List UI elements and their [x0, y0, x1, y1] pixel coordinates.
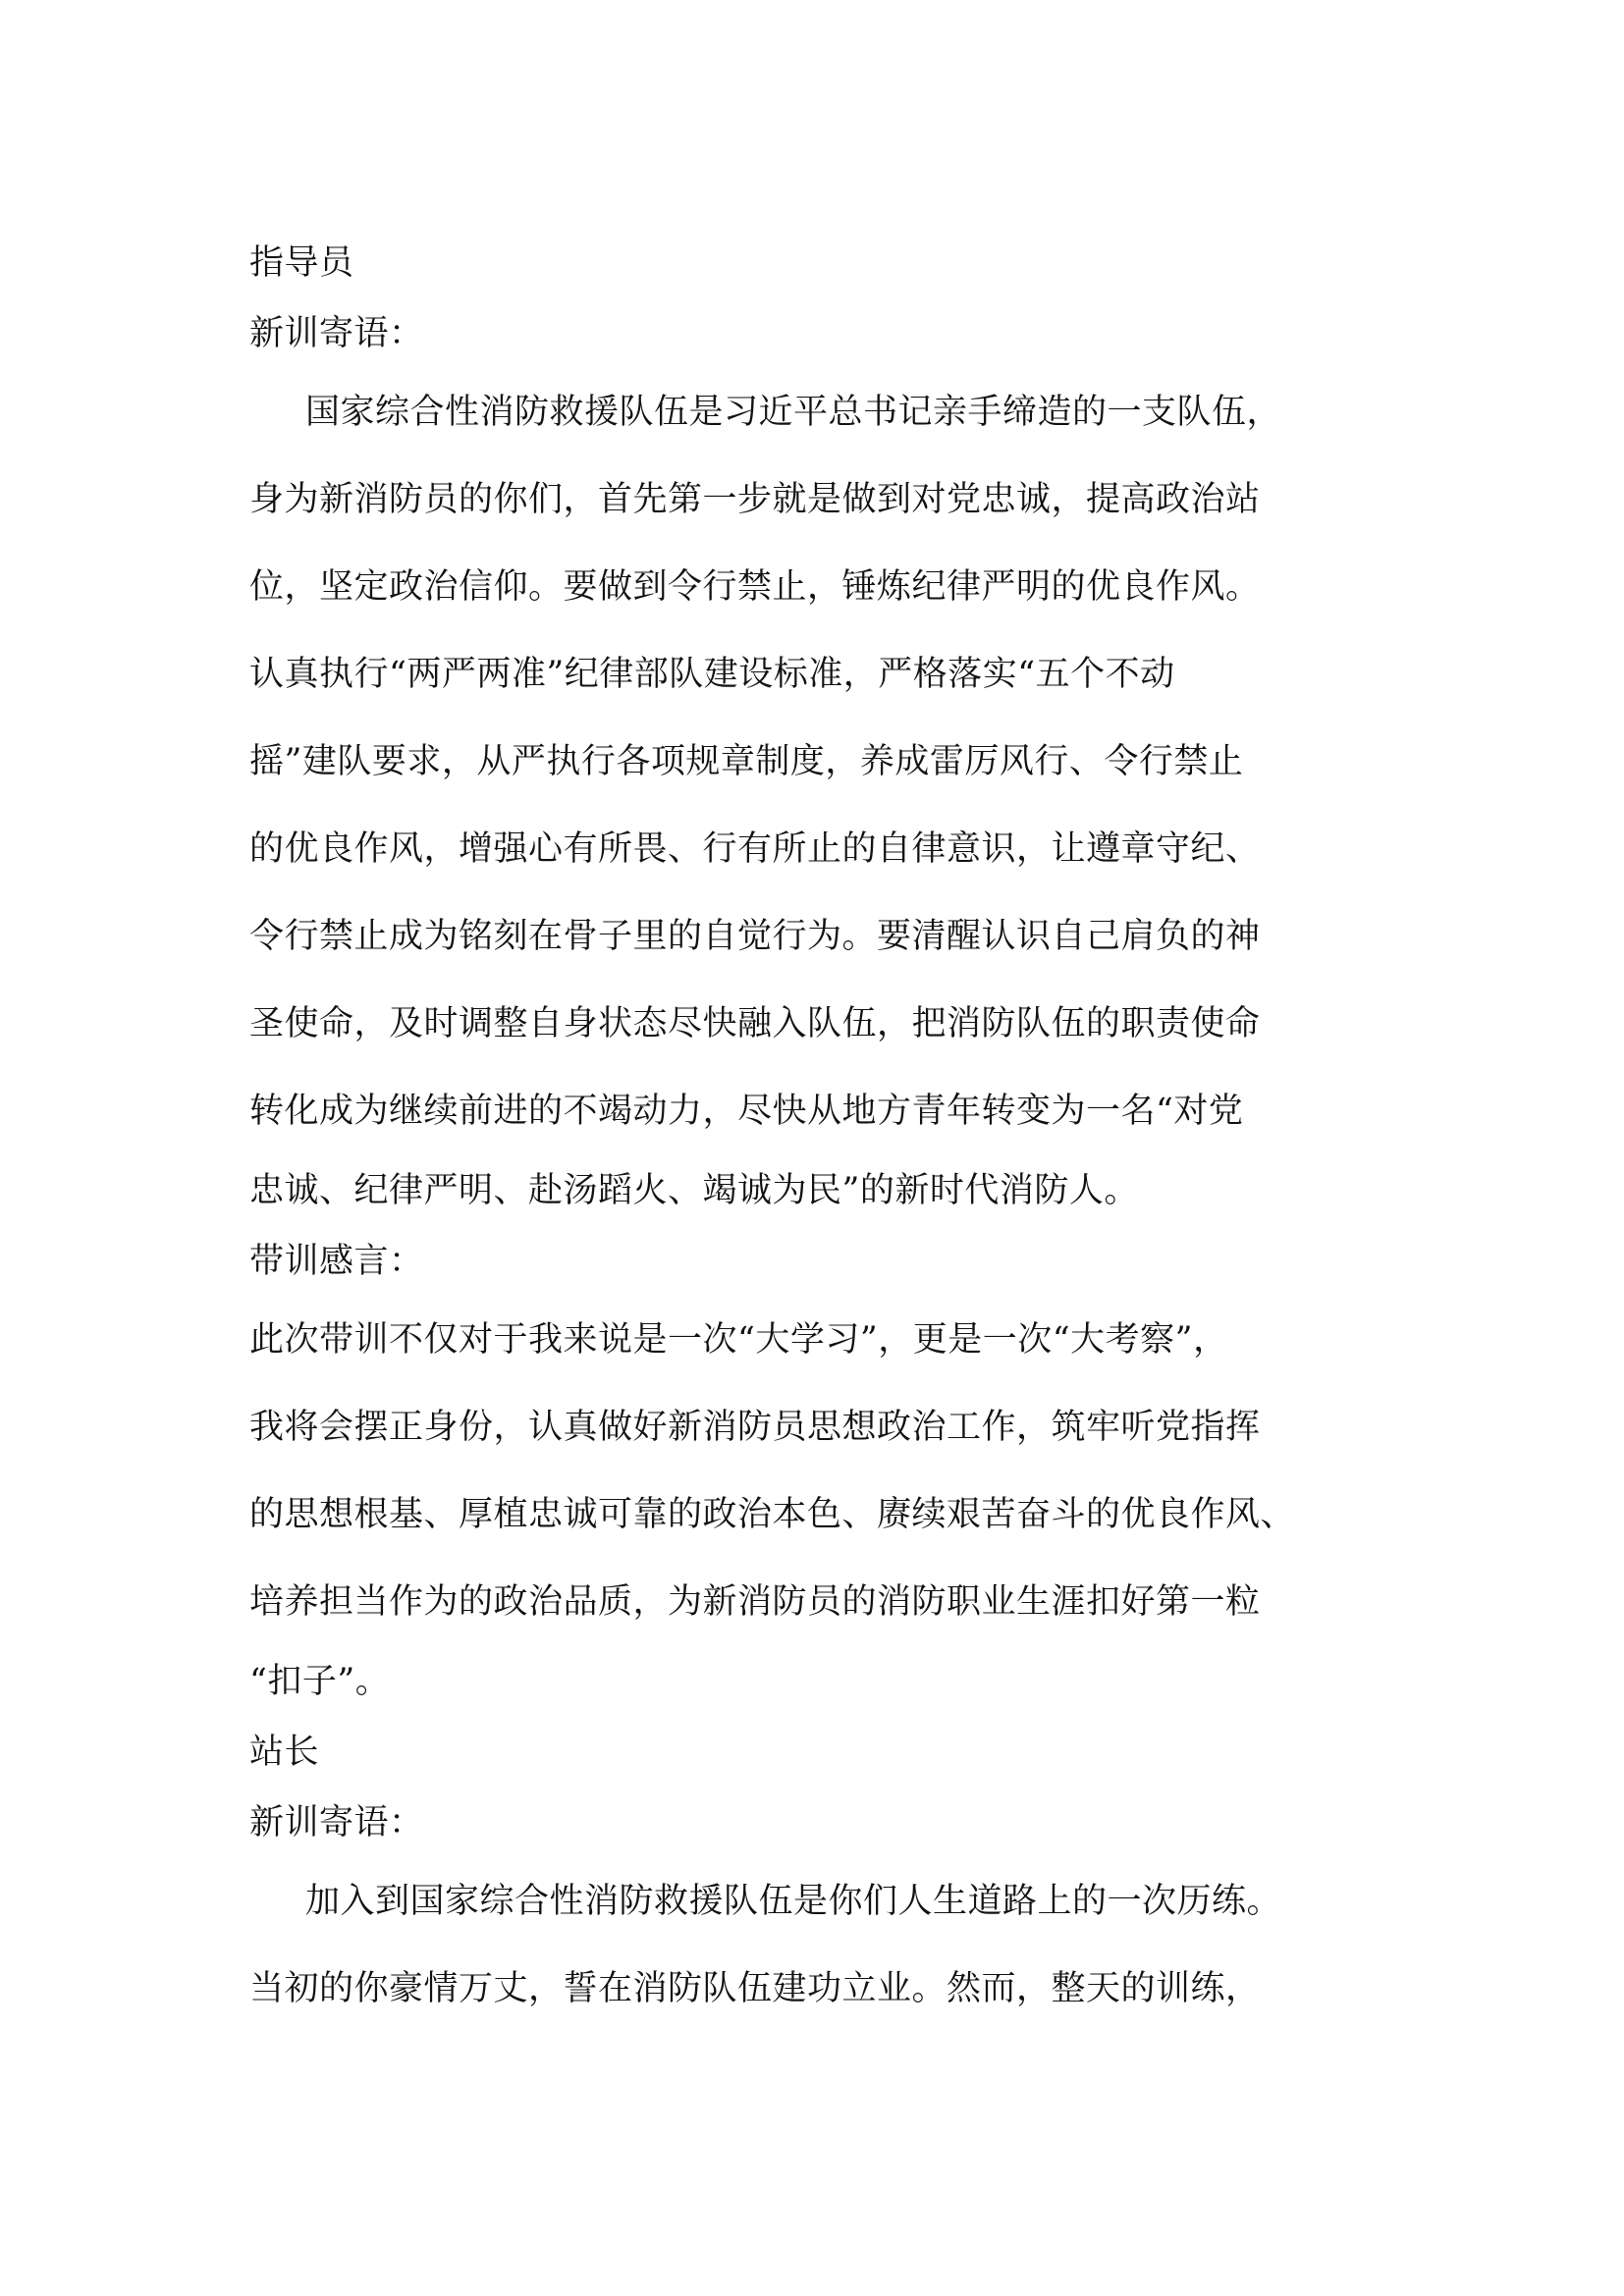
paragraph-line: 培养担当作为的政治品质，为新消防员的消防职业生涯扣好第一粒 — [249, 1582, 1261, 1622]
paragraph-line: 令行禁止成为铭刻在骨子里的自觉行为。要清醒认识自己肩负的神 — [249, 917, 1261, 956]
paragraph-line: 摇”建队要求，从严执行各项规章制度，养成雷厉风行、令行禁止 — [249, 742, 1244, 781]
document-body — [249, 228, 1388, 2033]
paragraph-new-training-message — [249, 369, 1388, 1226]
paragraph-line: 圣使命，及时调整自身状态尽快融入队伍，把消防队伍的职责使命 — [249, 1004, 1261, 1043]
paragraph-line: 我将会摆正身份，认真做好新消防员思想政治工作，筑牢听党指挥 — [249, 1408, 1261, 1447]
section-title-station-chief: 站长 — [249, 1733, 320, 1772]
paragraph-line: 转化成为继续前进的不竭动力，尽快从地方青年转变为一名“对党 — [249, 1092, 1244, 1131]
paragraph-line: 此次带训不仅对于我来说是一次“大学习”，更是一次“大考察”， — [249, 1320, 1228, 1360]
paragraph-line: 加入到国家综合性消防救援队伍是你们人生道路上的一次历练。 — [305, 1882, 1282, 1921]
paragraph-line: 的思想根基、厚植忠诚可靠的政治本色、赓续艰苦奋斗的优良作风、 — [249, 1495, 1296, 1534]
paragraph-line: 当初的你豪情万丈，誓在消防队伍建功立业。然而，整天的训练， — [249, 1969, 1261, 2008]
paragraph-line: 身为新消防员的你们，首先第一步就是做到对党忠诚，提高政治站 — [249, 480, 1261, 519]
section-title-instructor: 指导员 — [249, 243, 354, 283]
paragraph-line: 国家综合性消防救援队伍是习近平总书记亲手缔造的一支队伍， — [305, 393, 1282, 432]
paragraph-training-reflection — [249, 1297, 1388, 1717]
paragraph-line: 位，坚定政治信仰。要做到令行禁止，锤炼纪律严明的优良作风。 — [249, 567, 1261, 607]
paragraph-line: 的优良作风，增强心有所畏、行有所止的自律意识，让遵章守纪、 — [249, 829, 1261, 869]
paragraph-line: “扣子”。 — [249, 1662, 391, 1701]
section-label-new-training-message-2: 新训寄语： — [249, 1803, 424, 1842]
paragraph-line: 忠诚、纪律严明、赴汤蹈火、竭诚为民”的新时代消防人。 — [249, 1171, 1139, 1210]
paragraph-line: 认真执行“两严两准”纪律部队建设标准，严格落实“五个不动 — [249, 655, 1175, 694]
paragraph-new-training-message-2 — [249, 1858, 1388, 2033]
section-label-new-training-message: 新训寄语： — [249, 314, 424, 353]
section-label-training-reflection: 带训感言： — [249, 1242, 424, 1281]
